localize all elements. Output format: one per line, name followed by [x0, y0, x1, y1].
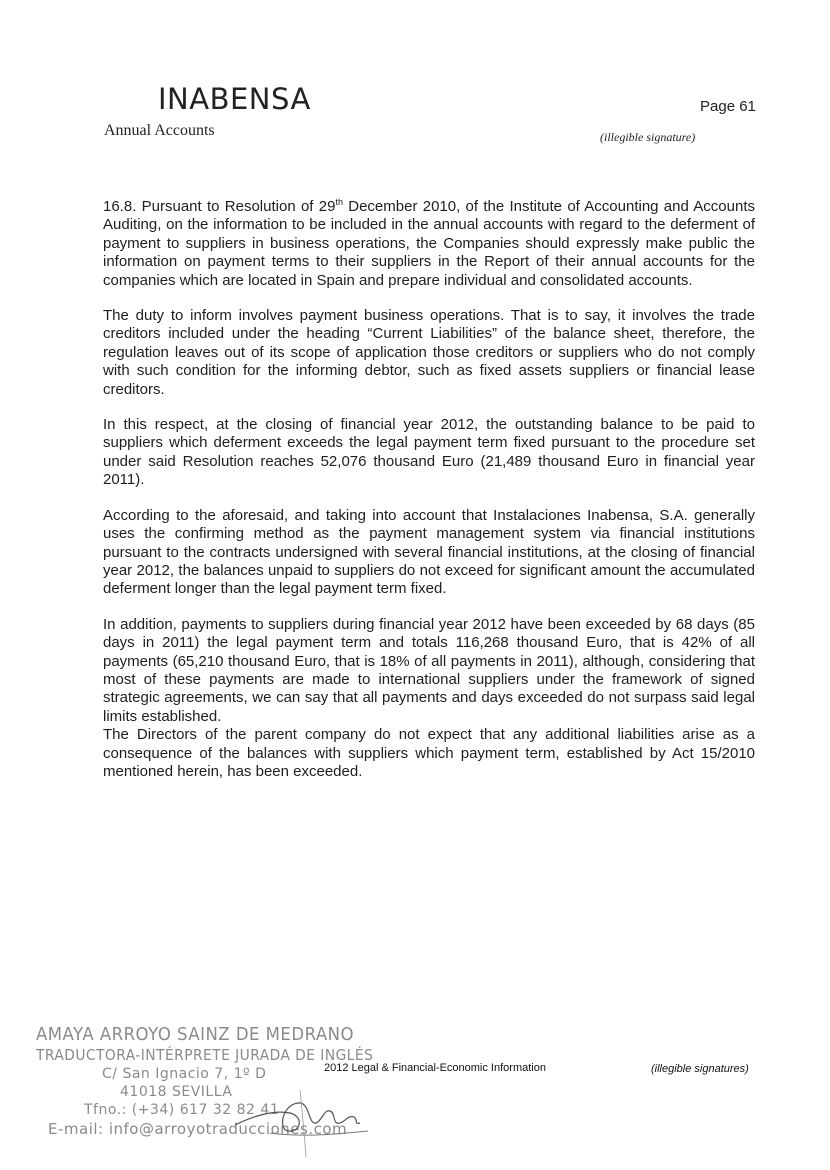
company-logo: INABENSA [158, 82, 311, 116]
stamp-name: AMAYA ARROYO SAINZ DE MEDRANO [36, 1024, 355, 1045]
paragraph-outstanding-balance: In this respect, at the closing of financial year 2012, the outstanding balance to be paid to suppliers which deferment exceeds the legal payment term fixed pursuant to the procedure set under said Resolution reaches 52,076 thousand Euro (21,489 thousand Euro in financial year 2011). [103, 416, 755, 489]
stamp-role: TRADUCTORA-INTÉRPRETE JURADA DE INGLÉS [36, 1046, 374, 1064]
paragraph-16-8 [103, 198, 755, 290]
footer-text: 2012 Legal & Financial-Economic Information [324, 1062, 546, 1074]
paragraph-payments-exceeded: In addition, payments to suppliers during financial year 2012 have been exceeded by 68 days (85 days in 2011) the legal payment term and totals 116,268 thousand Euro, that is 42% of all payments (65,210 thousand Euro, that is 18% of all payments in 2011), although, considering that most of these payments are made to international suppliers under the framework of signed strategic agreements, we can say that all payments and days exceeded do not surpass said legal limits established. [103, 615, 755, 725]
paragraph-duty-to-inform: The duty to inform involves payment business operations. That is to say, it involves the trade creditors included under the heading “Current Liabilities” of the balance sheet, therefore, the regulation leaves out of its scope of application those creditors or suppliers who do not comply with such condition for the informing debtor, such as fixed assets suppliers or financial lease creditors. [103, 307, 755, 398]
document-body [103, 198, 755, 798]
ordinal-superscript: th [335, 197, 343, 207]
paragraph-1-rest: December 2010, of the Institute of Accounting and Accounts Auditing, on the information to be included in the annual accounts with regard to the deferment of payment to suppliers in business operations, the Companies should expressly make public the information on payment terms to their suppliers in the Report of their annual accounts for the companies which are located in Spain and prepare individual and consolidated accounts. [103, 198, 755, 289]
handwritten-signature [230, 1085, 370, 1160]
paragraph-confirming-method: According to the aforesaid, and taking into account that Instalaciones Inabensa, S.A. generally uses the confirming method as the payment management system via financial institutions pursuant to the contracts undersigned with several financial institutions, at the closing of financial year 2012, the balances unpaid to suppliers do not exceed for significant amount the accumulated deferment longer than the legal payment term fixed. [103, 506, 755, 598]
paragraph-1-start: 16.8. Pursuant to Resolution of 29 [103, 198, 336, 215]
page-number: Page 61 [700, 98, 756, 115]
document-subtitle: Annual Accounts [104, 122, 215, 139]
stamp-email: E-mail: info@arroyotraducciones.com [48, 1120, 348, 1138]
paragraph-directors-statement: The Directors of the parent company do not expect that any additional liabilities arise as a consequence of the balances with suppliers which payment term, established by Act 15/2010 mentioned herein, has been exceeded. [103, 726, 755, 780]
stamp-city: 41018 SEVILLA [120, 1084, 233, 1100]
stamp-phone: Tfno.: (+34) 617 32 82 41 [84, 1102, 280, 1118]
stamp-street: C/ San Ignacio 7, 1º D [102, 1066, 267, 1082]
footer-signature-note: (illegible signatures) [651, 1063, 749, 1075]
header-signature-note: (illegible signature) [600, 130, 696, 144]
